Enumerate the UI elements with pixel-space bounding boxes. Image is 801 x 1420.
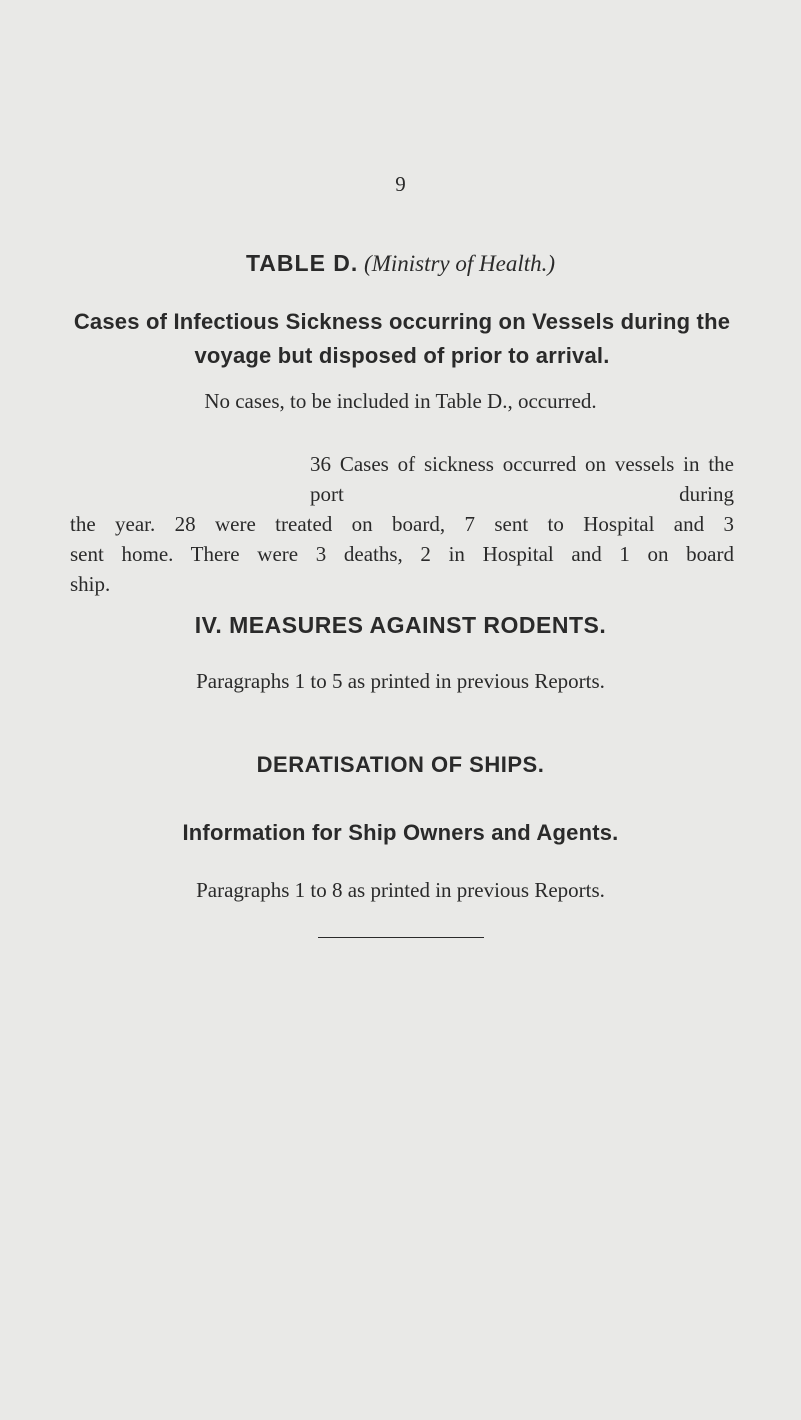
- cases-line-2: the year. 28 were treated on board, 7 sent to Hospital and 3: [70, 512, 734, 536]
- table-heading-source: (Ministry of Health.): [364, 251, 556, 276]
- sub-heading: Cases of Infectious Sickness occurring on Vessels during the voyage but disposed of prior to arrival.: [73, 309, 731, 368]
- paragraphs-1-5-text: Paragraphs 1 to 5 as printed in previous Reports.: [196, 669, 605, 693]
- cases-paragraph: [70, 449, 734, 599]
- cases-line-1: 36 Cases of sickness occurred on vessels in the port during: [310, 452, 734, 506]
- paragraphs-1-8-text: Paragraphs 1 to 8 as printed in previous Reports.: [196, 878, 605, 902]
- deratisation-heading: DERATISATION OF SHIPS.: [256, 752, 545, 777]
- cases-line-3: sent home. There were 3 deaths, 2 in Hospital and 1 on board: [70, 542, 734, 566]
- page-number: 9: [395, 172, 406, 196]
- table-heading: [0, 250, 801, 277]
- no-cases-text: No cases, to be included in Table D., occurred.: [204, 389, 597, 413]
- divider-rule: [318, 937, 484, 938]
- info-heading: Information for Ship Owners and Agents.: [182, 820, 619, 845]
- table-heading-label: TABLE D.: [245, 250, 359, 276]
- section-heading: IV. MEASURES AGAINST RODENTS.: [194, 612, 607, 638]
- cases-line-4: ship.: [70, 572, 111, 596]
